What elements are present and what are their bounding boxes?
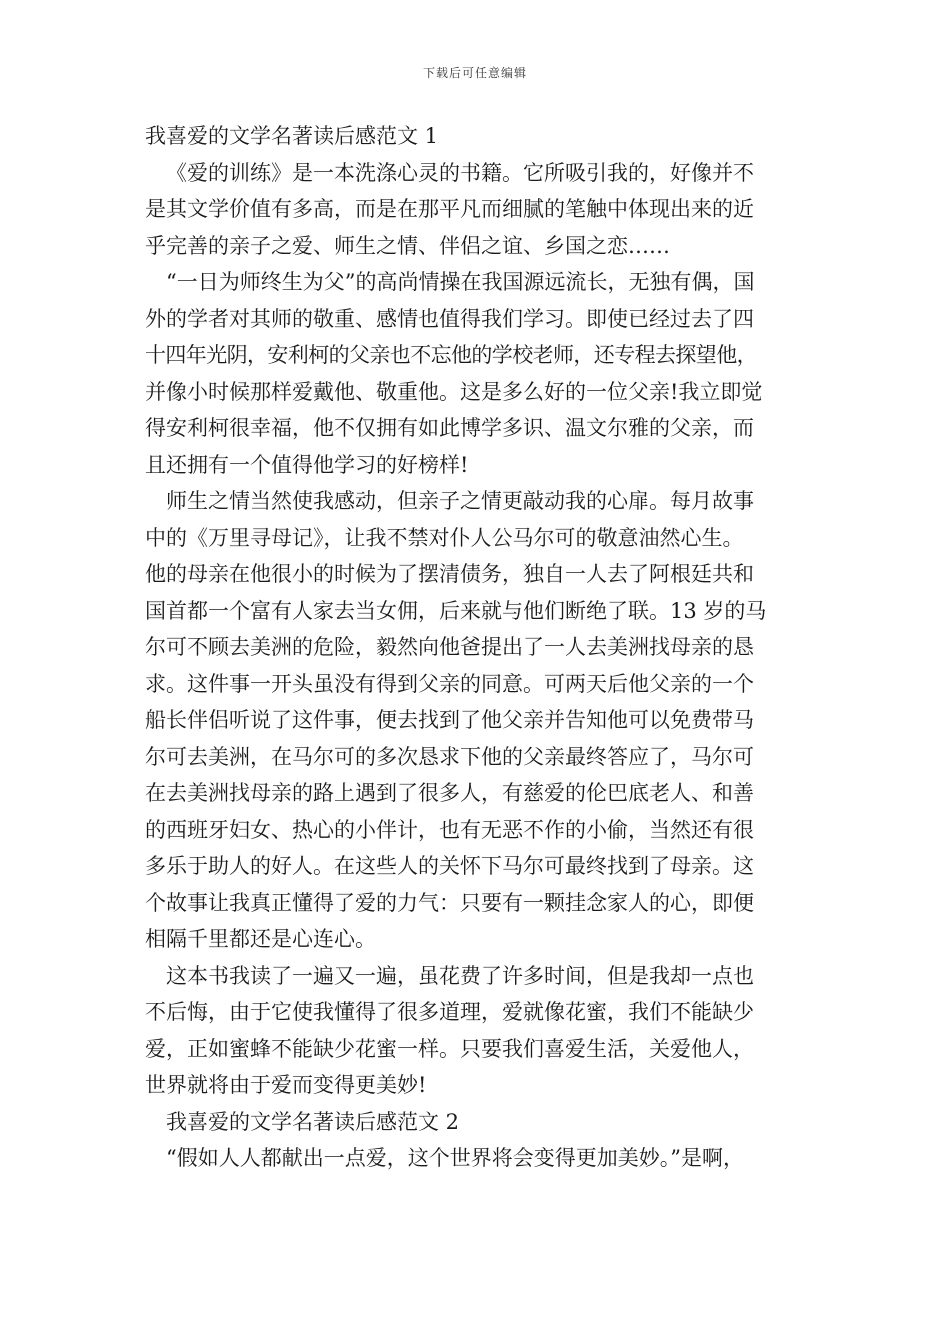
- text-line: 世界就将由于爱而变得更美妙!: [145, 1073, 427, 1097]
- text-line: 十四年光阴，安利柯的父亲也不忘他的学校老师，还专程去探望他，: [145, 343, 757, 367]
- text-line: 他的母亲在他很小的时候为了摆清债务，独自一人去了阿根廷共和: [145, 562, 754, 586]
- text-line: 且还拥有一个值得他学习的好榜样!: [145, 452, 469, 477]
- text-line: 并像小时候那样爱戴他、敬重他。这是多么好的一位父亲!我立即觉: [145, 379, 763, 404]
- text-line: “一日为师终生为父”的高尚情操在我国源远流长，无独有偶，国: [166, 270, 755, 294]
- text-line: 船长伴侣听说了这件事，便去找到了他父亲并告知他可以免费带马: [145, 708, 754, 732]
- text-line: 求。这件事一开头虽没有得到父亲的同意。可两天后他父亲的一个: [145, 671, 754, 696]
- text-line: 是其文学价值有多高，而是在那平凡而细腻的笔触中体现出来的近: [145, 197, 754, 221]
- text-line: 爱，正如蜜蜂不能缺少花蜜一样。只要我们喜爱生活，关爱他人，: [145, 1036, 754, 1061]
- text-line: 多乐于助人的好人。在这些人的关怀下马尔可最终找到了母亲。这: [145, 854, 754, 878]
- text-line: 乎完善的亲子之爱、师生之情、伴侣之谊、乡国之恋……: [145, 233, 670, 258]
- text-line: 国首都一个富有人家去当女佣，后来就与他们断绝了联。13 岁的马: [145, 598, 767, 623]
- section-title: 我喜爱的文学名著读后感范文 2: [166, 1109, 460, 1134]
- text-line: 得安利柯很幸福，他不仅拥有如此博学多识、温文尔雅的父亲，而: [145, 416, 754, 440]
- text-line: 尔可不顾去美洲的危险，毅然向他爸提出了一人去美洲找母亲的恳: [145, 635, 754, 659]
- text-line: 这本书我读了一遍又一遍，虽花费了许多时间，但是我却一点也: [166, 963, 754, 988]
- text-line: 相隔千里都还是心连心。: [145, 927, 376, 951]
- text-line: 的西班牙妇女、热心的小伴计，也有无恶不作的小偷，当然还有很: [145, 817, 754, 842]
- text-line: 尔可去美洲，在马尔可的多次恳求下他的父亲最终答应了，马尔可: [145, 744, 754, 769]
- text-line: 在去美洲找母亲的路上遇到了很多人，有慈爱的伦巴底老人、和善: [145, 781, 754, 805]
- section-title: 我喜爱的文学名著读后感范文 1: [145, 124, 439, 148]
- text-line: 外的学者对其师的敬重、感情也值得我们学习。即使已经过去了四: [145, 306, 754, 331]
- text-line: 中的《万里寻母记》，让我不禁对仆人公马尔可的敬意油然心生。: [145, 525, 744, 550]
- text-line: 不后悔，由于它使我懂得了很多道理，爱就像花蜜，我们不能缺少: [145, 1000, 754, 1024]
- text-line: “假如人人都献出一点爱，这个世界将会变得更加美妙。”是啊，: [166, 1146, 744, 1170]
- text-line: 个故事让我真正懂得了爱的力气：只要有一颗挂念家人的心，即便: [145, 890, 754, 915]
- document-body: [145, 118, 805, 1177]
- text-line: 《爱的训练》是一本洗涤心灵的书籍。它所吸引我的，好像并不: [166, 160, 754, 185]
- text-line: 师生之情当然使我感动，但亲子之情更敲动我的心扉。每月故事: [166, 489, 754, 513]
- page-header: 下载后可任意编辑: [422, 66, 527, 80]
